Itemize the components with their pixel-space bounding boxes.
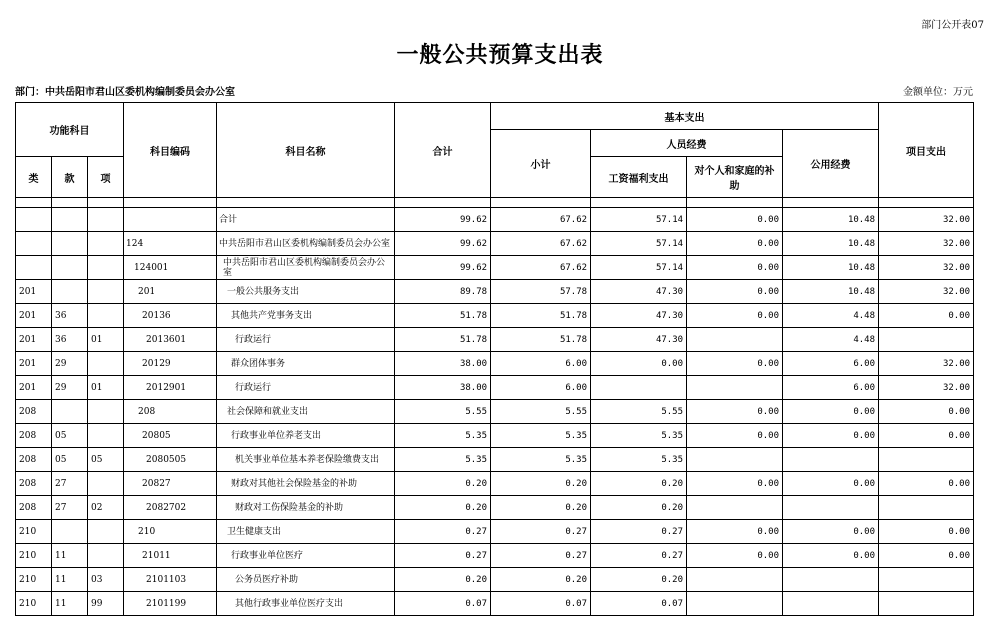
cell-kuan: 05: [52, 448, 88, 472]
cell-kuan: 36: [52, 328, 88, 352]
cell-total: 0.20: [395, 568, 491, 592]
cell-total: 0.27: [395, 520, 491, 544]
cell-family-subsidy: 0.00: [687, 520, 783, 544]
cell-wages: 47.30: [591, 280, 687, 304]
cell-family-subsidy: [687, 568, 783, 592]
table-header: [16, 103, 974, 208]
cell-xiang: [88, 304, 124, 328]
header-subject-code: 科目编码: [124, 103, 217, 198]
cell-subject-name: 机关事业单位基本养老保险缴费支出: [217, 448, 395, 472]
cell-project-expense: 32.00: [879, 256, 974, 280]
cell-subject-code: 2101103: [124, 568, 217, 592]
cell-kuan: [52, 208, 88, 232]
cell-wages: 57.14: [591, 256, 687, 280]
table-row: [16, 400, 974, 424]
cell-xiang: [88, 280, 124, 304]
cell-family-subsidy: 0.00: [687, 400, 783, 424]
cell-subtotal: 67.62: [491, 208, 591, 232]
cell-lei: 210: [16, 592, 52, 616]
cell-public-expense: [783, 496, 879, 520]
cell-subject-code: 124001: [124, 256, 217, 280]
cell-xiang: 01: [88, 376, 124, 400]
header-public-expense: 公用经费: [783, 130, 879, 198]
cell-lei: 210: [16, 568, 52, 592]
cell-xiang: [88, 208, 124, 232]
header-basic-expense: 基本支出: [491, 103, 879, 130]
cell-total: 99.62: [395, 232, 491, 256]
cell-subject-name: 群众团体事务: [217, 352, 395, 376]
cell-project-expense: 32.00: [879, 376, 974, 400]
cell-wages: 0.20: [591, 496, 687, 520]
cell-lei: 208: [16, 472, 52, 496]
cell-lei: [16, 256, 52, 280]
cell-total: 89.78: [395, 280, 491, 304]
cell-total: 5.35: [395, 448, 491, 472]
cell-subject-name: 行政运行: [217, 376, 395, 400]
cell-lei: [16, 208, 52, 232]
cell-lei: 208: [16, 496, 52, 520]
cell-subject-name: 公务员医疗补助: [217, 568, 395, 592]
cell-xiang: 05: [88, 448, 124, 472]
cell-wages: 47.30: [591, 304, 687, 328]
cell-subject-code: 21011: [124, 544, 217, 568]
cell-xiang: [88, 472, 124, 496]
cell-total: 51.78: [395, 328, 491, 352]
cell-subject-code: 124: [124, 232, 217, 256]
cell-wages: 57.14: [591, 232, 687, 256]
cell-family-subsidy: 0.00: [687, 352, 783, 376]
cell-lei: 210: [16, 520, 52, 544]
cell-subject-name: 其他行政事业单位医疗支出: [217, 592, 395, 616]
cell-subtotal: 6.00: [491, 376, 591, 400]
cell-family-subsidy: 0.00: [687, 208, 783, 232]
cell-total: 38.00: [395, 376, 491, 400]
cell-subject-name: 合计: [217, 208, 395, 232]
cell-lei: 201: [16, 376, 52, 400]
cell-wages: 5.35: [591, 424, 687, 448]
table-row: [16, 544, 974, 568]
cell-subject-code: 208: [124, 400, 217, 424]
header-gap-row: [16, 198, 974, 208]
cell-subject-name: 财政对工伤保险基金的补助: [217, 496, 395, 520]
cell-family-subsidy: 0.00: [687, 544, 783, 568]
cell-project-expense: 32.00: [879, 208, 974, 232]
cell-family-subsidy: 0.00: [687, 472, 783, 496]
cell-subject-code: 2080505: [124, 448, 217, 472]
cell-subtotal: 0.20: [491, 496, 591, 520]
table-row: [16, 280, 974, 304]
table-row: [16, 208, 974, 232]
cell-subtotal: 67.62: [491, 256, 591, 280]
cell-kuan: [52, 520, 88, 544]
table-row: [16, 376, 974, 400]
header-func-subject: 功能科目: [16, 103, 124, 157]
cell-wages: 5.35: [591, 448, 687, 472]
cell-lei: [16, 232, 52, 256]
header-project-expense: 项目支出: [879, 103, 974, 198]
cell-lei: 201: [16, 352, 52, 376]
cell-public-expense: [783, 568, 879, 592]
cell-family-subsidy: 0.00: [687, 424, 783, 448]
cell-public-expense: 4.48: [783, 328, 879, 352]
cell-project-expense: 0.00: [879, 400, 974, 424]
table-row: [16, 424, 974, 448]
cell-xiang: [88, 520, 124, 544]
cell-wages: [591, 376, 687, 400]
header-personnel: 人员经费: [591, 130, 783, 157]
cell-public-expense: 6.00: [783, 352, 879, 376]
cell-project-expense: 0.00: [879, 544, 974, 568]
cell-project-expense: 0.00: [879, 520, 974, 544]
cell-project-expense: [879, 328, 974, 352]
page-title: 一般公共预算支出表: [396, 43, 604, 68]
cell-family-subsidy: [687, 328, 783, 352]
cell-public-expense: 4.48: [783, 304, 879, 328]
cell-public-expense: 0.00: [783, 400, 879, 424]
cell-kuan: 29: [52, 376, 88, 400]
cell-kuan: 27: [52, 496, 88, 520]
cell-subject-name: 一般公共服务支出: [217, 280, 395, 304]
cell-subject-name: 财政对其他社会保险基金的补助: [217, 472, 395, 496]
cell-total: 38.00: [395, 352, 491, 376]
cell-xiang: 99: [88, 592, 124, 616]
cell-subject-code: [124, 208, 217, 232]
cell-xiang: [88, 424, 124, 448]
cell-xiang: [88, 232, 124, 256]
cell-total: 0.20: [395, 472, 491, 496]
cell-public-expense: 0.00: [783, 472, 879, 496]
cell-kuan: [52, 232, 88, 256]
cell-subtotal: 67.62: [491, 232, 591, 256]
cell-wages: 0.20: [591, 472, 687, 496]
cell-wages: 57.14: [591, 208, 687, 232]
cell-lei: 201: [16, 280, 52, 304]
cell-subject-name: 卫生健康支出: [217, 520, 395, 544]
cell-family-subsidy: [687, 592, 783, 616]
cell-subject-name: 中共岳阳市君山区委机构编制委员会办公室: [217, 232, 395, 256]
cell-subject-code: 20827: [124, 472, 217, 496]
cell-xiang: 03: [88, 568, 124, 592]
header-wages: 工资福利支出: [591, 157, 687, 198]
cell-project-expense: [879, 592, 974, 616]
cell-lei: 208: [16, 400, 52, 424]
cell-subject-name: 中共岳阳市君山区委机构编制委员会办公室: [217, 256, 395, 280]
cell-public-expense: 0.00: [783, 424, 879, 448]
cell-subtotal: 6.00: [491, 352, 591, 376]
cell-wages: 5.55: [591, 400, 687, 424]
cell-family-subsidy: [687, 448, 783, 472]
budget-table: [15, 102, 974, 616]
cell-subtotal: 57.78: [491, 280, 591, 304]
cell-project-expense: 32.00: [879, 280, 974, 304]
cell-subject-code: 2082702: [124, 496, 217, 520]
cell-public-expense: [783, 592, 879, 616]
cell-total: 0.20: [395, 496, 491, 520]
cell-subject-code: 210: [124, 520, 217, 544]
cell-subject-name: 社会保障和就业支出: [217, 400, 395, 424]
cell-subject-code: 2101199: [124, 592, 217, 616]
cell-public-expense: 0.00: [783, 520, 879, 544]
form-code: 部门公开表07: [921, 20, 984, 31]
cell-xiang: [88, 544, 124, 568]
table-row: [16, 256, 974, 280]
cell-project-expense: [879, 568, 974, 592]
table-row: [16, 304, 974, 328]
cell-kuan: 36: [52, 304, 88, 328]
cell-public-expense: [783, 448, 879, 472]
cell-public-expense: 10.48: [783, 280, 879, 304]
cell-subject-code: 20805: [124, 424, 217, 448]
cell-subtotal: 0.20: [491, 568, 591, 592]
cell-wages: 0.27: [591, 544, 687, 568]
cell-lei: 208: [16, 424, 52, 448]
cell-lei: 201: [16, 328, 52, 352]
department-label: 部门：中共岳阳市君山区委机构编制委员会办公室: [15, 87, 235, 98]
cell-wages: 0.20: [591, 568, 687, 592]
cell-subtotal: 0.07: [491, 592, 591, 616]
cell-kuan: 11: [52, 592, 88, 616]
cell-wages: 47.30: [591, 328, 687, 352]
cell-xiang: [88, 400, 124, 424]
cell-project-expense: 32.00: [879, 352, 974, 376]
cell-project-expense: 32.00: [879, 232, 974, 256]
cell-kuan: [52, 280, 88, 304]
cell-total: 0.07: [395, 592, 491, 616]
cell-wages: 0.00: [591, 352, 687, 376]
cell-public-expense: 10.48: [783, 208, 879, 232]
table-row: [16, 472, 974, 496]
table-body: [16, 208, 974, 616]
header-xiang: 项: [88, 157, 124, 198]
cell-subject-code: 2013601: [124, 328, 217, 352]
cell-total: 5.55: [395, 400, 491, 424]
cell-xiang: 01: [88, 328, 124, 352]
header-kuan: 款: [52, 157, 88, 198]
cell-total: 0.27: [395, 544, 491, 568]
cell-public-expense: 10.48: [783, 256, 879, 280]
table-row: [16, 568, 974, 592]
header-total: 合计: [395, 103, 491, 198]
cell-project-expense: [879, 496, 974, 520]
cell-subtotal: 0.27: [491, 520, 591, 544]
cell-lei: 210: [16, 544, 52, 568]
cell-xiang: [88, 352, 124, 376]
cell-project-expense: 0.00: [879, 472, 974, 496]
cell-project-expense: [879, 448, 974, 472]
cell-family-subsidy: 0.00: [687, 280, 783, 304]
table-row: [16, 592, 974, 616]
cell-family-subsidy: [687, 376, 783, 400]
cell-subject-code: 20129: [124, 352, 217, 376]
header-subject-name: 科目名称: [217, 103, 395, 198]
cell-subtotal: 51.78: [491, 304, 591, 328]
cell-subtotal: 5.35: [491, 448, 591, 472]
cell-kuan: 05: [52, 424, 88, 448]
cell-subject-name: 行政运行: [217, 328, 395, 352]
header-subtotal: 小计: [491, 130, 591, 198]
cell-total: 51.78: [395, 304, 491, 328]
cell-subject-code: 201: [124, 280, 217, 304]
cell-family-subsidy: 0.00: [687, 256, 783, 280]
cell-kuan: 29: [52, 352, 88, 376]
table-row: [16, 448, 974, 472]
cell-subtotal: 5.55: [491, 400, 591, 424]
header-family-subsidy: 对个人和家庭的补助: [687, 157, 783, 198]
cell-subtotal: 51.78: [491, 328, 591, 352]
cell-kuan: 11: [52, 544, 88, 568]
cell-subject-code: 2012901: [124, 376, 217, 400]
cell-subject-code: 20136: [124, 304, 217, 328]
cell-kuan: 11: [52, 568, 88, 592]
cell-subject-name: 其他共产党事务支出: [217, 304, 395, 328]
cell-subtotal: 0.27: [491, 544, 591, 568]
cell-wages: 0.27: [591, 520, 687, 544]
cell-kuan: [52, 256, 88, 280]
cell-kuan: [52, 400, 88, 424]
cell-lei: 208: [16, 448, 52, 472]
cell-lei: 201: [16, 304, 52, 328]
cell-public-expense: 10.48: [783, 232, 879, 256]
cell-total: 5.35: [395, 424, 491, 448]
cell-total: 99.62: [395, 208, 491, 232]
cell-kuan: 27: [52, 472, 88, 496]
cell-public-expense: 6.00: [783, 376, 879, 400]
table-row: [16, 520, 974, 544]
table-row: [16, 496, 974, 520]
cell-xiang: [88, 256, 124, 280]
table-row: [16, 232, 974, 256]
amount-unit-label: 金额单位：万元: [903, 87, 973, 98]
cell-subject-name: 行政事业单位养老支出: [217, 424, 395, 448]
cell-family-subsidy: [687, 496, 783, 520]
cell-xiang: 02: [88, 496, 124, 520]
cell-project-expense: 0.00: [879, 304, 974, 328]
header-lei: 类: [16, 157, 52, 198]
cell-wages: 0.07: [591, 592, 687, 616]
table-row: [16, 328, 974, 352]
cell-subtotal: 0.20: [491, 472, 591, 496]
cell-family-subsidy: 0.00: [687, 232, 783, 256]
cell-family-subsidy: 0.00: [687, 304, 783, 328]
table-row: [16, 352, 974, 376]
cell-project-expense: 0.00: [879, 424, 974, 448]
cell-total: 99.62: [395, 256, 491, 280]
cell-public-expense: 0.00: [783, 544, 879, 568]
cell-subtotal: 5.35: [491, 424, 591, 448]
cell-subject-name: 行政事业单位医疗: [217, 544, 395, 568]
